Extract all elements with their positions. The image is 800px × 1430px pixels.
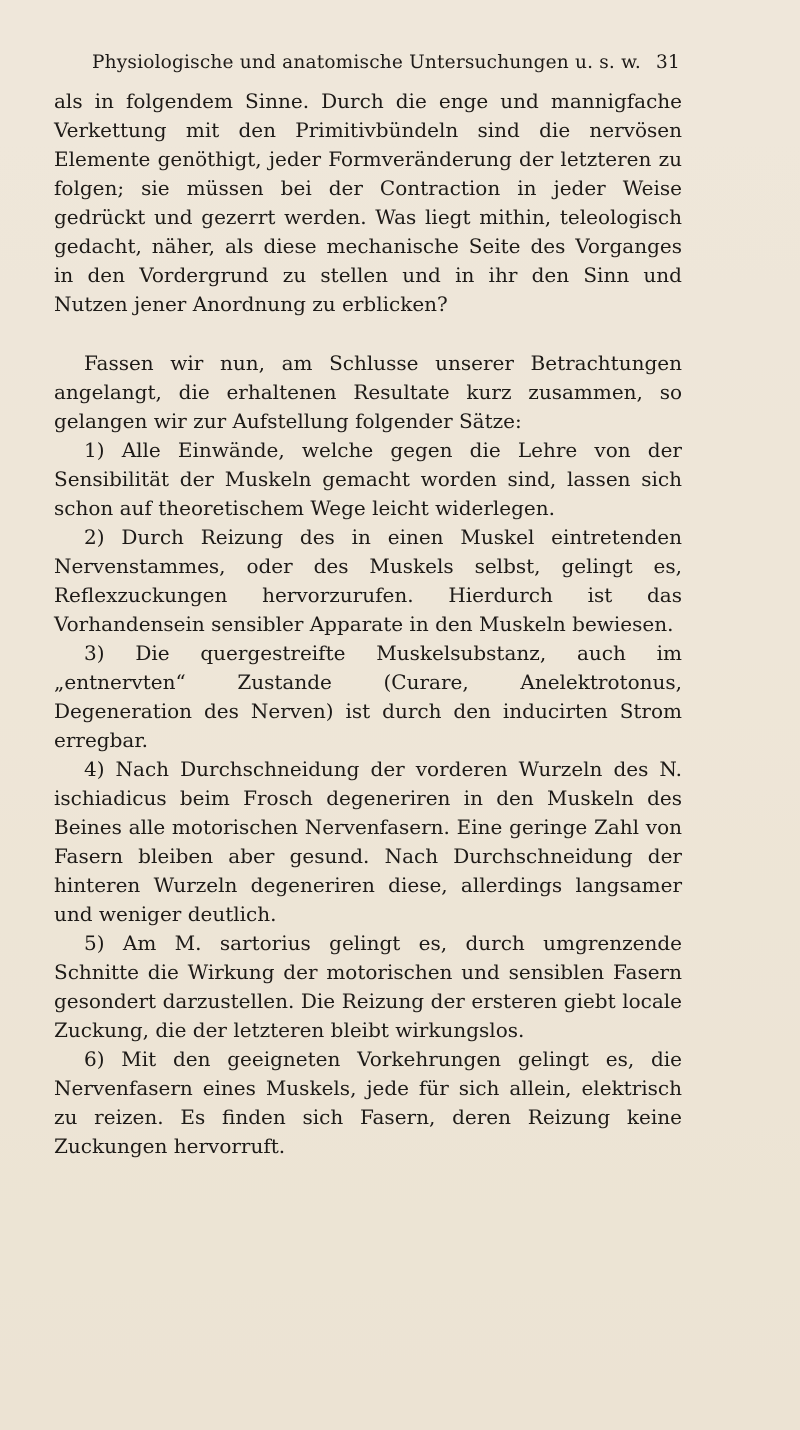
paragraph-summary-intro: Fassen wir nun, am Schlusse unserer Betrachtungen angelangt, die erhaltenen Resultate kurz zusammen, so gelangen wir zur Aufstellung folgender Sätze:	[54, 351, 682, 433]
running-title: Physiologische und anatomische Untersuchungen u. s. w.	[92, 52, 642, 73]
thesis-6: 6) Mit den geeigneten Vorkehrungen gelingt es, die Nervenfasern eines Muskels, jede für sich allein, elektrisch zu reizen. Es finden sich Fasern, deren Reizung keine Zuckungen hervorruft.	[54, 1047, 682, 1158]
thesis-3: 3) Die quergestreifte Muskelsubstanz, auch im „entnervten“ Zustande (Curare, Anelektrotonus, Degeneration des Nerven) ist durch den inducirten Strom erregbar.	[54, 641, 682, 752]
page-number: 31	[656, 52, 680, 73]
paragraph-gap	[54, 319, 682, 349]
paragraph-continuation: als in folgendem Sinne. Durch die enge und mannigfache Verkettung mit den Primitivbündeln sind die nervösen Elemente genöthigt, jeder Formveränderung der letzteren zu folgen; sie müssen bei der Contraction in jeder Weise gedrückt und gezerrt werden. Was liegt mithin, teleologisch gedacht, näher, als diese mechanische Seite des Vorganges in den Vordergrund zu stellen und in ihr den Sinn und Nutzen jener Anordnung zu erblicken?	[54, 89, 682, 316]
thesis-4: 4) Nach Durchschneidung der vorderen Wurzeln des N. ischiadicus beim Frosch degeneriren in den Muskeln des Beines alle motorischen Nervenfasern. Eine geringe Zahl von Fasern bleiben aber gesund. Nach Durchschneidung der hinteren Wurzeln degeneriren diese, allerdings langsamer und weniger deutlich.	[54, 757, 682, 926]
thesis-5: 5) Am M. sartorius gelingt es, durch umgrenzende Schnitte die Wirkung der motorischen und sensiblen Fasern gesondert darzustellen. Die Reizung der ersteren giebt locale Zuckung, die der letzteren bleibt wirkungslos.	[54, 931, 682, 1042]
thesis-1: 1) Alle Einwände, welche gegen die Lehre von der Sensibilität der Muskeln gemacht worden sind, lassen sich schon auf theoretischem Wege leicht widerlegen.	[54, 438, 682, 520]
page-header	[92, 52, 680, 78]
body-text	[54, 87, 682, 1161]
thesis-2: 2) Durch Reizung des in einen Muskel eintretenden Nervenstammes, oder des Muskels selbst, gelingt es, Reflexzuckungen hervorzurufen. Hierdurch ist das Vorhandensein sensibler Apparate in den Muskeln bewiesen.	[54, 525, 682, 636]
